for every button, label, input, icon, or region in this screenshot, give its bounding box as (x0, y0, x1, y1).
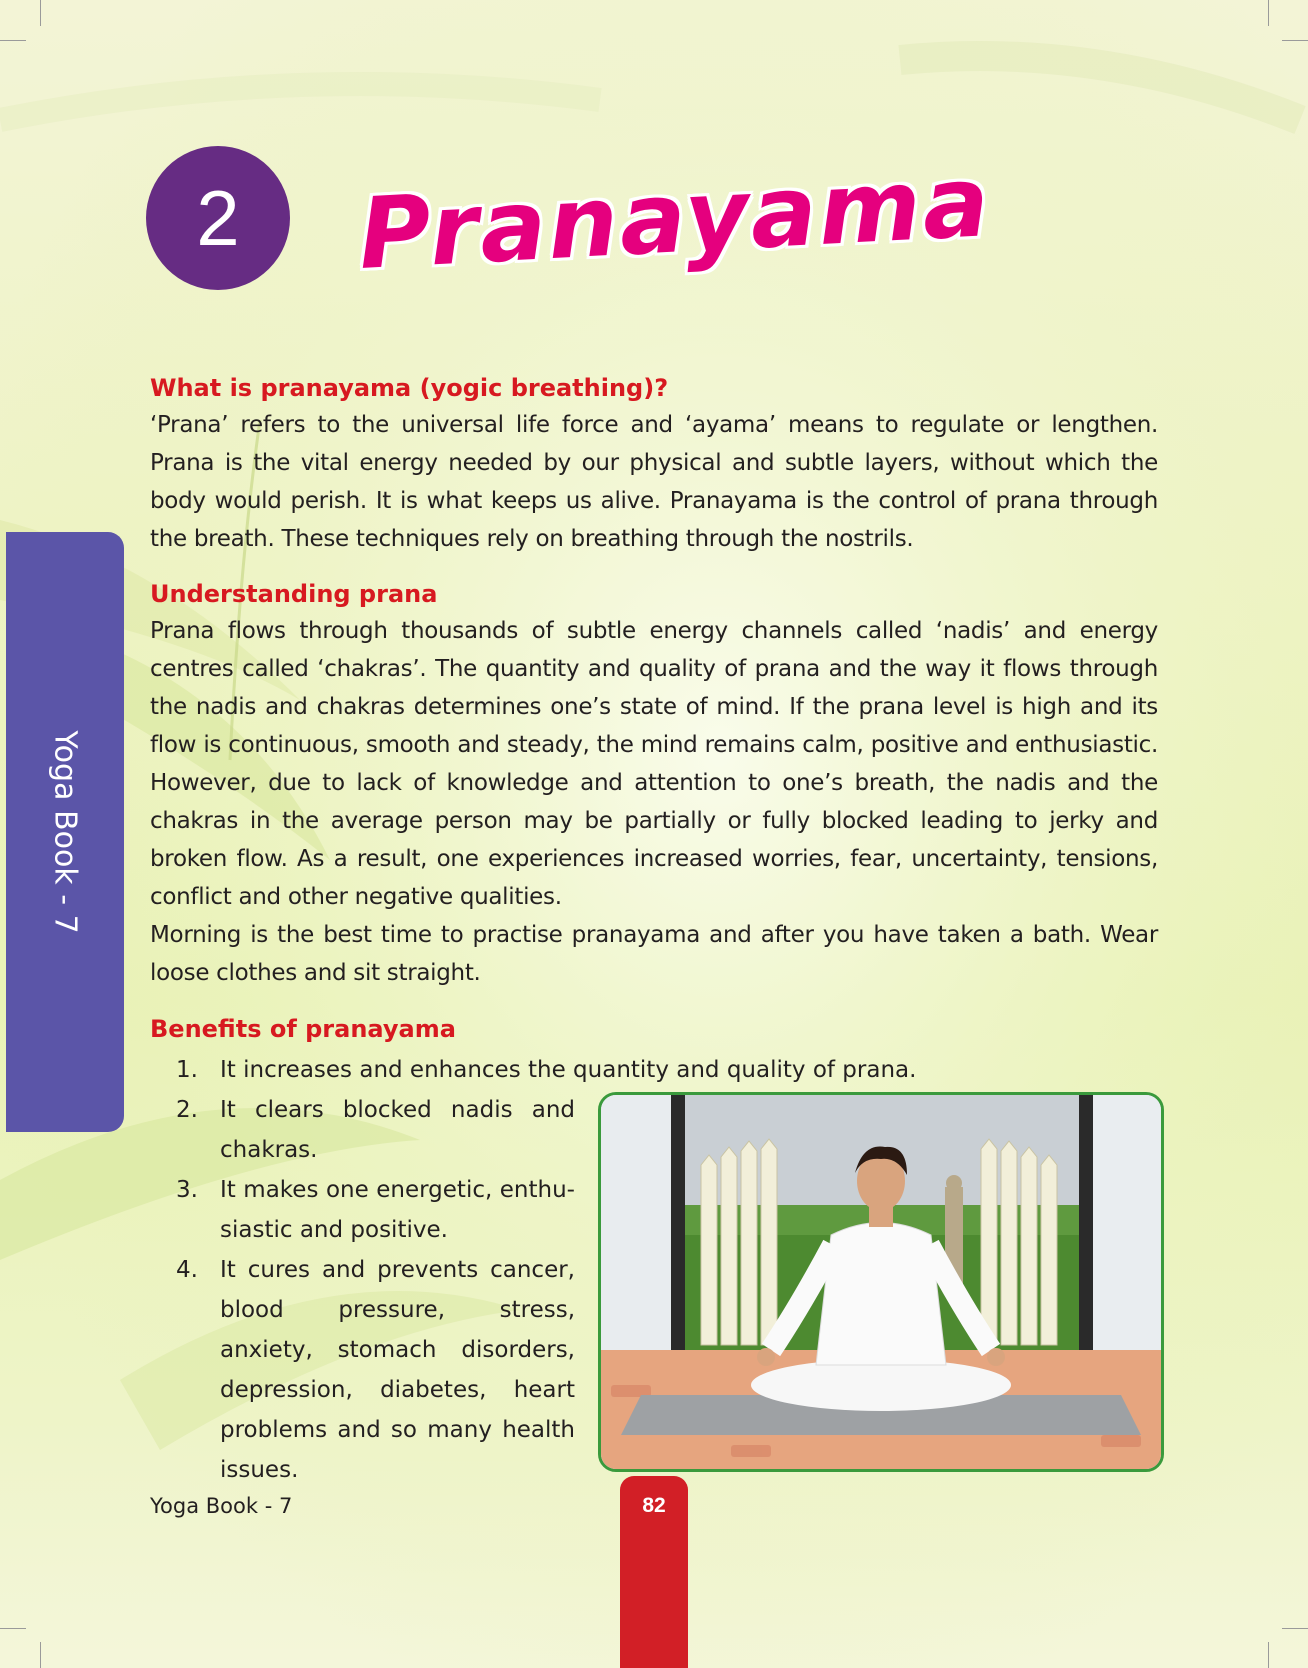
list-item (150, 1170, 575, 1250)
meditation-illustration (601, 1095, 1161, 1469)
crop-mark (40, 0, 41, 26)
list-item-text: It cures and prevents cancer, blood pressure, stress, anxiety, stomach disorders, depression, diabetes, heart problems and so many health issues. (220, 1257, 575, 1483)
meditation-photo (598, 1092, 1164, 1472)
list-item-text: It clears blocked nadis and chakras. (220, 1097, 575, 1163)
list-item-text: It increases and enhances the quantity and quality of prana. (220, 1057, 917, 1083)
chapter-number-badge (146, 146, 290, 290)
chapter-title: Pranayama (356, 145, 994, 292)
section-heading: What is pranayama (yogic breathing)? (150, 374, 669, 402)
crop-mark (40, 1642, 41, 1668)
page-number: 82 (642, 1494, 666, 1517)
crop-mark (1282, 40, 1308, 41)
chapter-number: 2 (196, 174, 240, 262)
section-paragraph: ‘Prana’ refers to the universal life force and ‘ayama’ means to regulate or lengthen. Prana is the vital energy needed by our physical and subtle layers, without which the body would perish. It is what keeps us alive. Pranayama is the control of prana through the breath. These techniques rely on breathing through the nostrils. (150, 412, 1158, 552)
list-item (150, 1050, 1158, 1090)
section-benefits-heading (150, 1011, 1158, 1047)
crop-mark (1282, 1628, 1308, 1629)
benefits-list (150, 1050, 1158, 1090)
list-item-number: 4. (176, 1257, 198, 1283)
section-heading: Understanding prana (150, 580, 438, 608)
section-what-is-pranayama (150, 370, 1158, 558)
list-item-number: 2. (176, 1097, 198, 1123)
list-item-number: 1. (176, 1057, 198, 1083)
side-tab-label: Yoga Book - 7 (47, 730, 83, 934)
benefits-list-continued (150, 1090, 575, 1490)
list-item (150, 1090, 575, 1170)
crop-mark (0, 40, 26, 41)
list-item-text: It makes one energetic, enthu-siastic and positive. (220, 1177, 575, 1243)
footer-book-label: Yoga Book - 7 (150, 1494, 293, 1518)
crop-mark (1268, 1642, 1269, 1668)
section-heading: Benefits of pranayama (150, 1015, 456, 1043)
crop-mark (0, 1628, 26, 1629)
section-understanding-prana (150, 576, 1158, 992)
section-paragraph: Prana flows through thousands of subtle energy channels called ‘nadis’ and energy centres called ‘chakras’. The quantity and quality of prana and the way it flows through the nadis and chakras determines one’s state of mind. If the prana level is high and its flow is continuous, smooth and steady, the mind remains calm, positive and enthusiastic. However, due to lack of knowledge and attention to one’s breath, the nadis and the chakras in the average person may be partially or fully blocked leading to jerky and broken flow. As a result, one experiences increased worries, fear, uncertainty, tensions, conflict and other negative qualities. (150, 618, 1158, 910)
list-item (150, 1250, 575, 1490)
crop-mark (1268, 0, 1269, 26)
section-paragraph: Morning is the best time to practise pranayama and after you have taken a bath. Wear loose clothes and sit straight. (150, 922, 1158, 986)
list-item-number: 3. (176, 1177, 198, 1203)
